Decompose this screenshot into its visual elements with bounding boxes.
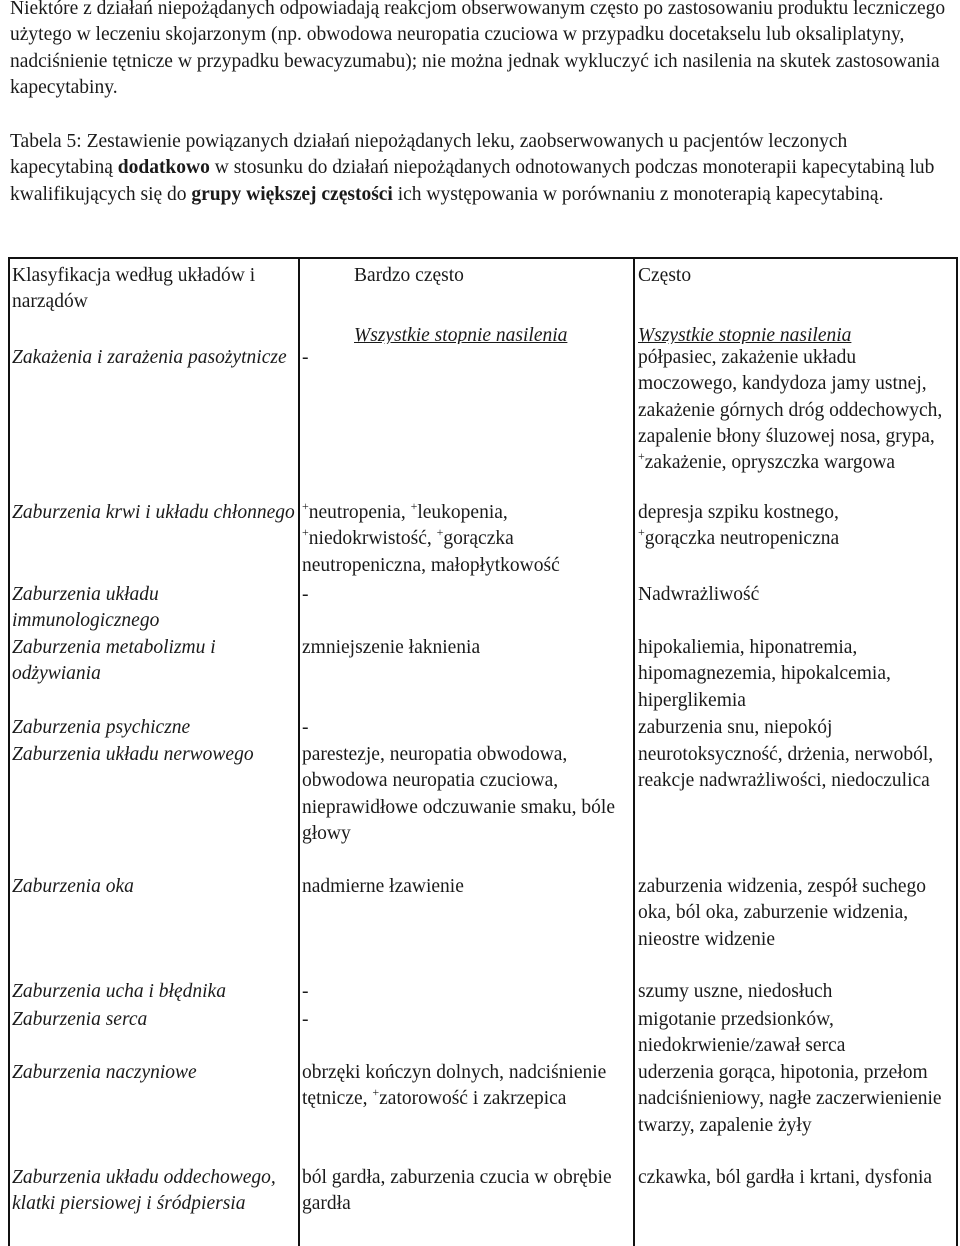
plus-marker: + bbox=[410, 500, 418, 513]
common-eye: zaburzenia widzenia, zespół suchego oka, ból oka, zaburzenie widzenia, nieostre widzenie bbox=[638, 876, 927, 950]
soc-infections: Zakażenia i zarażenia pasożytnicze bbox=[12, 347, 287, 368]
very-common-immune: - bbox=[302, 584, 309, 605]
header-very-common-severity: Wszystkie stopnie nasilenia bbox=[354, 325, 568, 344]
common-ear: szumy uszne, niedosłuch bbox=[638, 981, 833, 1002]
very-common-blood-anemia: niedokrwistość, bbox=[308, 528, 437, 550]
very-common-nervous: parestezje, neuropatia obwodowa, obwodowa neuropatia czuciowa, nieprawidłowe odczuwanie smaku, bóle głowy bbox=[302, 744, 615, 844]
header-common-severity: Wszystkie stopnie nasilenia bbox=[638, 325, 852, 344]
common-immune: Nadwrażliwość bbox=[638, 584, 760, 605]
common-metabolism: hipokaliemia, hiponatremia, hipomagnezemia, hipokalcemia, hiperglikemia bbox=[638, 637, 891, 711]
table-column-divider-1 bbox=[298, 257, 300, 1246]
caption-bold-1: dodatkowo bbox=[117, 157, 210, 179]
table-column-divider-2 bbox=[633, 257, 635, 1246]
common-respiratory: czkawka, ból gardła i krtani, dysfonia bbox=[638, 1167, 933, 1188]
header-common: Często bbox=[638, 265, 692, 286]
common-blood-text: depresja szpiku kostnego, bbox=[638, 502, 839, 523]
common-infections bbox=[638, 345, 954, 487]
very-common-respiratory: ból gardła, zaburzenia czucia w obrębie gardła bbox=[302, 1167, 612, 1215]
very-common-vascular bbox=[302, 1060, 632, 1113]
common-vascular: uderzenia gorąca, hipotonia, przełom nadciśnieniowy, nagłe zaczerwienienie twarzy, zapalenie żyły bbox=[638, 1062, 942, 1136]
very-common-psychiatric: - bbox=[302, 717, 309, 738]
header-classification: Klasyfikacja według układów i narządów bbox=[12, 265, 256, 313]
very-common-blood bbox=[302, 500, 632, 578]
soc-respiratory: Zaburzenia układu oddechowego, klatki piersiowej i śródpiersia bbox=[12, 1167, 276, 1215]
common-nervous: neurotoksyczność, drżenia, nerwoból, reakcje nadwrażliwości, niedoczulica bbox=[638, 744, 934, 792]
soc-immune: Zaburzenia układu immunologicznego bbox=[12, 584, 160, 632]
very-common-blood-febrile: gorączka neutropeniczna, małopłytkowość bbox=[302, 528, 560, 576]
common-blood-febrile: gorączka neutropeniczna bbox=[644, 528, 840, 550]
caption-bold-2: grupy większej częstości bbox=[191, 183, 393, 205]
common-blood bbox=[638, 500, 954, 553]
common-infections-tail: zakażenie, opryszczka wargowa bbox=[644, 452, 896, 474]
soc-nervous: Zaburzenia układu nerwowego bbox=[12, 744, 254, 765]
caption-text-3: ich występowania w porównaniu z monoterapią kapecytabiną. bbox=[392, 183, 884, 205]
table-caption bbox=[10, 129, 950, 208]
very-common-blood-leukopenia: leukopenia, bbox=[417, 502, 508, 523]
plus-marker: + bbox=[638, 525, 645, 540]
adverse-reactions-table bbox=[8, 257, 958, 1246]
common-psychiatric: zaburzenia snu, niepokój bbox=[638, 717, 833, 738]
very-common-metabolism: zmniejszenie łaknienia bbox=[302, 637, 481, 658]
very-common-infections: - bbox=[302, 347, 309, 368]
soc-psychiatric: Zaburzenia psychiczne bbox=[12, 717, 191, 738]
very-common-ear: - bbox=[302, 981, 309, 1002]
common-cardiac: migotanie przedsionków, niedokrwienie/zawał serca bbox=[638, 1009, 846, 1057]
header-very-common: Bardzo często bbox=[354, 265, 464, 286]
intro-paragraph: Niektóre z działań niepożądanych odpowiadają reakcjom obserwowanym często po zastosowaniu produktu leczniczego użytego w leczeniu skojarzonym (np. obwodowa neuropatia czuciowa w przypadku docetakselu lub oksaliplatyny, nadciśnienie tętnicze w przypadku bewacyzumabu); nie można jednak wykluczyć ich nasilenia na skutek zastosowania kapecytabiny. bbox=[10, 0, 946, 98]
table-border-top bbox=[8, 257, 958, 259]
very-common-eye: nadmierne łzawienie bbox=[302, 876, 464, 897]
plus-marker: + bbox=[638, 449, 645, 464]
soc-metabolism: Zaburzenia metabolizmu i odżywiania bbox=[12, 637, 216, 685]
soc-eye: Zaburzenia oka bbox=[12, 876, 134, 897]
plus-marker: + bbox=[302, 525, 309, 540]
very-common-vascular-thrombo: zatorowość i zakrzepica bbox=[379, 1088, 567, 1110]
plus-marker: + bbox=[372, 1085, 380, 1100]
common-infections-text: półpasiec, zakażenie układu moczowego, kandydoza jamy ustnej, zakażenie górnych dróg oddechowych, zapalenie błony śluzowej nosa, grypa, bbox=[638, 347, 943, 447]
plus-marker: + bbox=[436, 525, 444, 540]
very-common-blood-neutropenia: neutropenia, bbox=[308, 502, 411, 523]
table-border-left bbox=[8, 257, 10, 1246]
very-common-cardiac: - bbox=[302, 1009, 309, 1030]
soc-cardiac: Zaburzenia serca bbox=[12, 1009, 148, 1030]
caption-text-1: Tabela 5: Zestawienie powiązanych działań niepożądanych leku, zaobserwowanych u pacjentów leczonych kapecytabiną bbox=[10, 131, 848, 179]
very-common-vascular-text: obrzęki kończyn dolnych, nadciśnienie tętnicze, bbox=[302, 1062, 607, 1110]
table-border-right bbox=[956, 257, 958, 1246]
soc-vascular: Zaburzenia naczyniowe bbox=[12, 1062, 197, 1083]
caption-text-2: w stosunku do działań niepożądanych odnotowanych podczas monoterapii kapecytabiną lub kwalifikujących się do bbox=[10, 157, 935, 205]
soc-ear: Zaburzenia ucha i błędnika bbox=[12, 981, 226, 1002]
soc-blood: Zaburzenia krwi i układu chłonnego bbox=[12, 502, 295, 523]
plus-marker: + bbox=[302, 500, 309, 513]
